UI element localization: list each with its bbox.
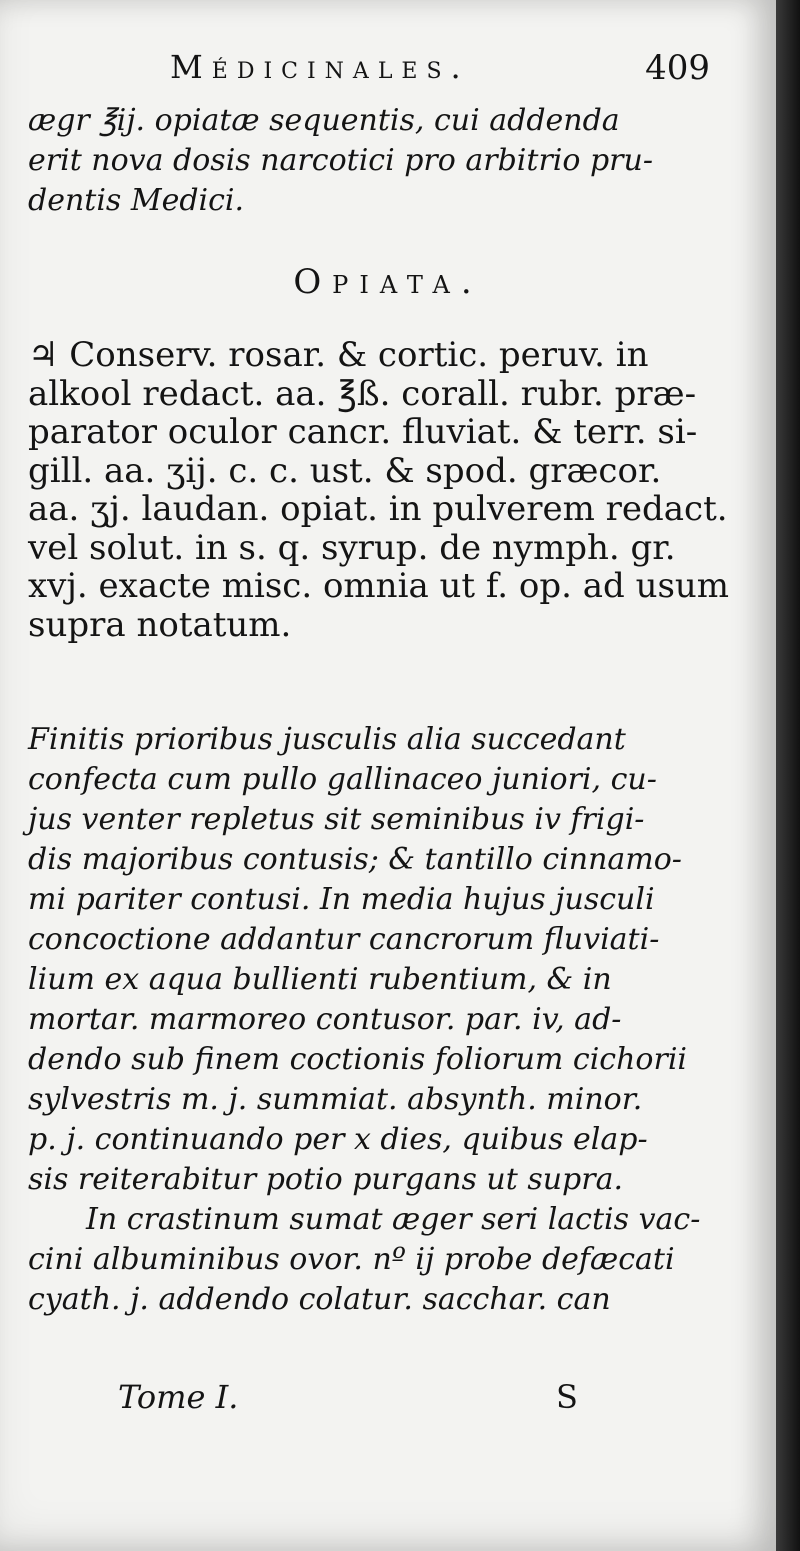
text-line: supra notatum.	[28, 604, 292, 645]
text-line: parator oculor cancr. fluviat. & terr. si-	[28, 412, 698, 452]
text-line: aa. ʒj. laudan. opiat. in pulverem redact.	[28, 489, 728, 529]
text-line: alkool redact. aa. ℥ß. corall. rubr. præ-	[28, 373, 697, 414]
text-line: cyath. j. addendo colatur. sacchar. can	[28, 1282, 611, 1317]
text-line: In crastinum sumat æger seri lactis vac-	[86, 1202, 701, 1237]
text-line: dentis Medici.	[28, 183, 245, 218]
text-line: sylvestris m. j. summiat. absynth. minor.	[28, 1082, 643, 1117]
page-number: 409	[645, 48, 710, 88]
text-line: ægr ℥ij. opiatæ sequentis, cui addenda	[28, 103, 620, 138]
text-line: xvj. exacte misc. omnia ut f. op. ad usum	[28, 566, 730, 606]
text-line: dendo sub finem coctionis foliorum cichorii	[28, 1042, 688, 1077]
text-line: dis majoribus contusis; & tantillo cinnamo-	[28, 842, 682, 877]
text-line: cini albuminibus ovor. nº ij probe defæcati	[28, 1242, 675, 1277]
text-line: mi pariter contusi. In media hujus jusculi	[28, 882, 655, 917]
text-line: jus venter repletus sit seminibus iv frigi-	[28, 802, 645, 837]
running-head: Médicinales.	[170, 48, 470, 86]
body-paragraph	[28, 720, 718, 1320]
recipe-paragraph	[28, 335, 730, 645]
text-line: confecta cum pullo gallinaceo juniori, cu-	[28, 762, 657, 797]
page-header	[170, 48, 710, 98]
page-edge-shadow	[776, 0, 800, 1551]
text-line: ♃ Conserv. rosar. & cortic. peruv. in	[28, 335, 649, 375]
text-line: Finitis prioribus jusculis alia succedant	[28, 722, 626, 757]
text-line: sis reiterabitur potio purgans ut supra.	[28, 1162, 624, 1197]
text-line: vel solut. in s. q. syrup. de nymph. gr.	[28, 527, 676, 568]
section-title: Opiata.	[293, 262, 483, 302]
text-line: mortar. marmoreo contusor. par. iv, ad-	[28, 1002, 622, 1037]
footer-volume: Tome I.	[118, 1378, 239, 1416]
text-line: concoctione addantur cancrorum fluviati-	[28, 922, 660, 957]
text-line: gill. aa. ʒij. c. c. ust. & spod. græcor.	[28, 450, 662, 491]
text-line: lium ex aqua bullienti rubentium, & in	[28, 962, 612, 997]
footer-signature-mark: S	[556, 1378, 578, 1416]
text-line: erit nova dosis narcotici pro arbitrio pru-	[28, 143, 653, 178]
text-line: p. j. continuando per x dies, quibus elap-	[28, 1122, 648, 1157]
intro-paragraph	[28, 101, 718, 221]
